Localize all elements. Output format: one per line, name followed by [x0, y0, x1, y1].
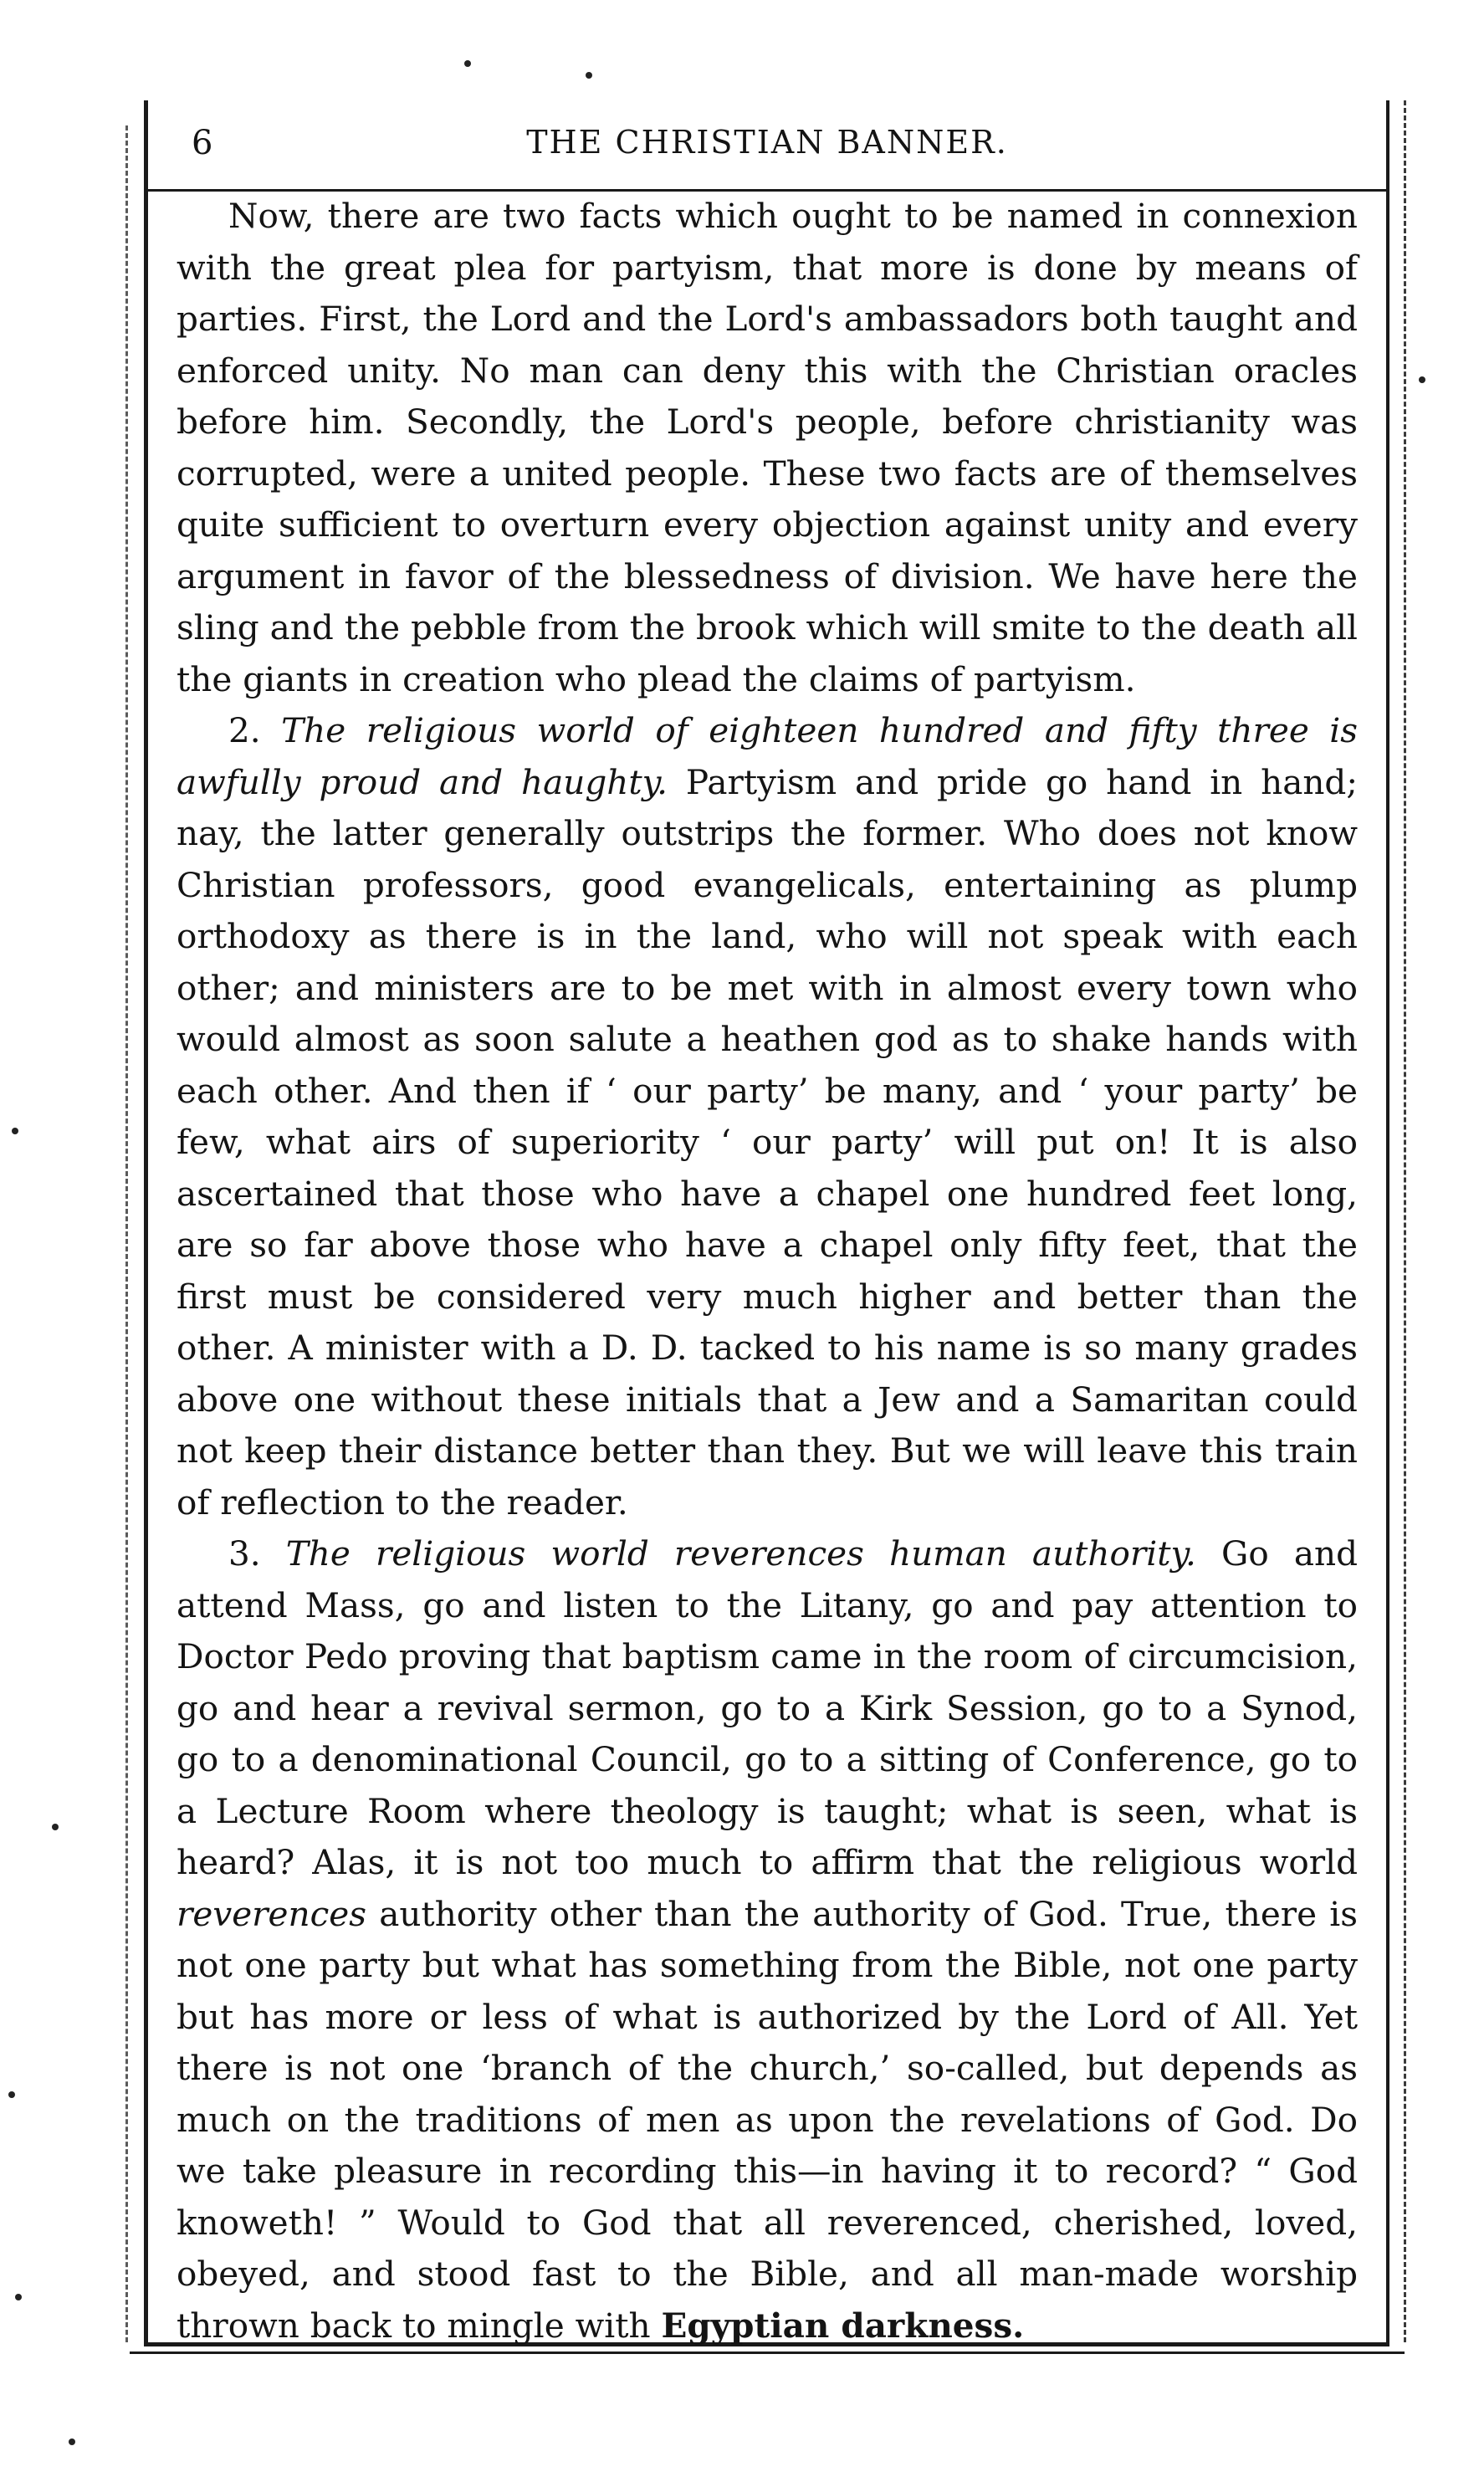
paragraph-point-2	[177, 705, 1358, 1528]
outer-margin-rule-right	[1404, 100, 1406, 2342]
closing-phrase: Egyptian darkness.	[661, 2305, 1025, 2346]
print-speck	[8, 2091, 15, 2098]
paragraph-text: Now, there are two facts which ought to be named in connexion with the great plea for partyism, that more is done by means of parties. First, the Lord and the Lord's ambassadors both taught and enforced unity. No man can deny this with the Christian oracles before him. Secondly, the Lord's people, before christianity was corrupted, were a united people. These two facts are of themselves quite sufficient to overturn every objection against unity and every argument in favor of the blessedness of division. We have here the sling and the pebble from the brook which will smite to the death all the giants in creation who plead the claims of partyism.	[177, 196, 1358, 699]
print-speck	[15, 2294, 22, 2300]
print-speck	[1419, 376, 1425, 383]
emphasis-word: reverences	[177, 1893, 367, 1934]
page-header	[148, 124, 1386, 182]
paragraph-point-3	[177, 1528, 1358, 2352]
paragraph-intro	[177, 191, 1358, 705]
running-title: THE CHRISTIAN BANNER.	[526, 124, 1008, 161]
print-speck	[12, 1128, 18, 1134]
page-number: 6	[192, 124, 214, 162]
point-heading: The religious world of eighteen hundred and fifty three is awfully proud and haughty.	[177, 710, 1359, 802]
print-speck	[586, 72, 592, 79]
point-heading: The religious world reverences human authority.	[285, 1533, 1196, 1574]
point-number: 3.	[228, 1533, 261, 1574]
point-number: 2.	[228, 710, 261, 750]
print-speck	[52, 1824, 59, 1830]
article-body	[177, 191, 1358, 2352]
paragraph-text: Go and attend Mass, go and listen to the Litany, go and pay attention to Doctor Pedo proving that baptism came in the room of circumcision, go and hear a revival sermon, go to a Kirk Session, go to a Synod, go to a denominational Council, go to a sitting of Conference, go to a Lecture Room where theology is taught; what is seen, what is heard? Alas, it is not too much to affirm that the religious world	[177, 1533, 1359, 1882]
paragraph-text: authority other than the authority of God. True, there is not one party but what has something from the Bible, not one party but has more or less of what is authorized by the Lord of All. Yet there is not one ‘branch of the church,’ so-called, but depends as much on the traditions of men as upon the revelations of God. Do we take pleasure in recording this—in having it to record? “ God knoweth! ” Would to God that all reverenced, cherished, loved, obeyed, and stood fast to the Bible, and all man-made worship thrown back to mingle with	[177, 1893, 1359, 2346]
print-speck	[464, 60, 471, 67]
paragraph-text: Partyism and pride go hand in hand; nay, the latter generally outstrips the former. Who does not know Christian professors, good evangelicals, entertaining as plump orthodoxy as there is in the land, who will not speak with each other; and ministers are to be met with in almost every town who would almost as soon salute a heathen god as to shake hands with each other. And then if ‘ our party’ be many, and ‘ your party’ be few, what airs of superiority ‘ our party’ will put on! It is also ascertained that those who have a chapel one hundred feet long, are so far above those who have a chapel only fifty feet, that the first must be considered very much higher and better than the other. A minister with a D. D. tacked to his name is so many grades above one without these initials that a Jew and a Samaritan could not keep their distance better than they. But we will leave this train of reflection to the reader.	[177, 761, 1359, 1522]
outer-margin-rule-left	[125, 125, 128, 2342]
print-speck	[69, 2439, 75, 2445]
page-frame	[144, 100, 1389, 2346]
